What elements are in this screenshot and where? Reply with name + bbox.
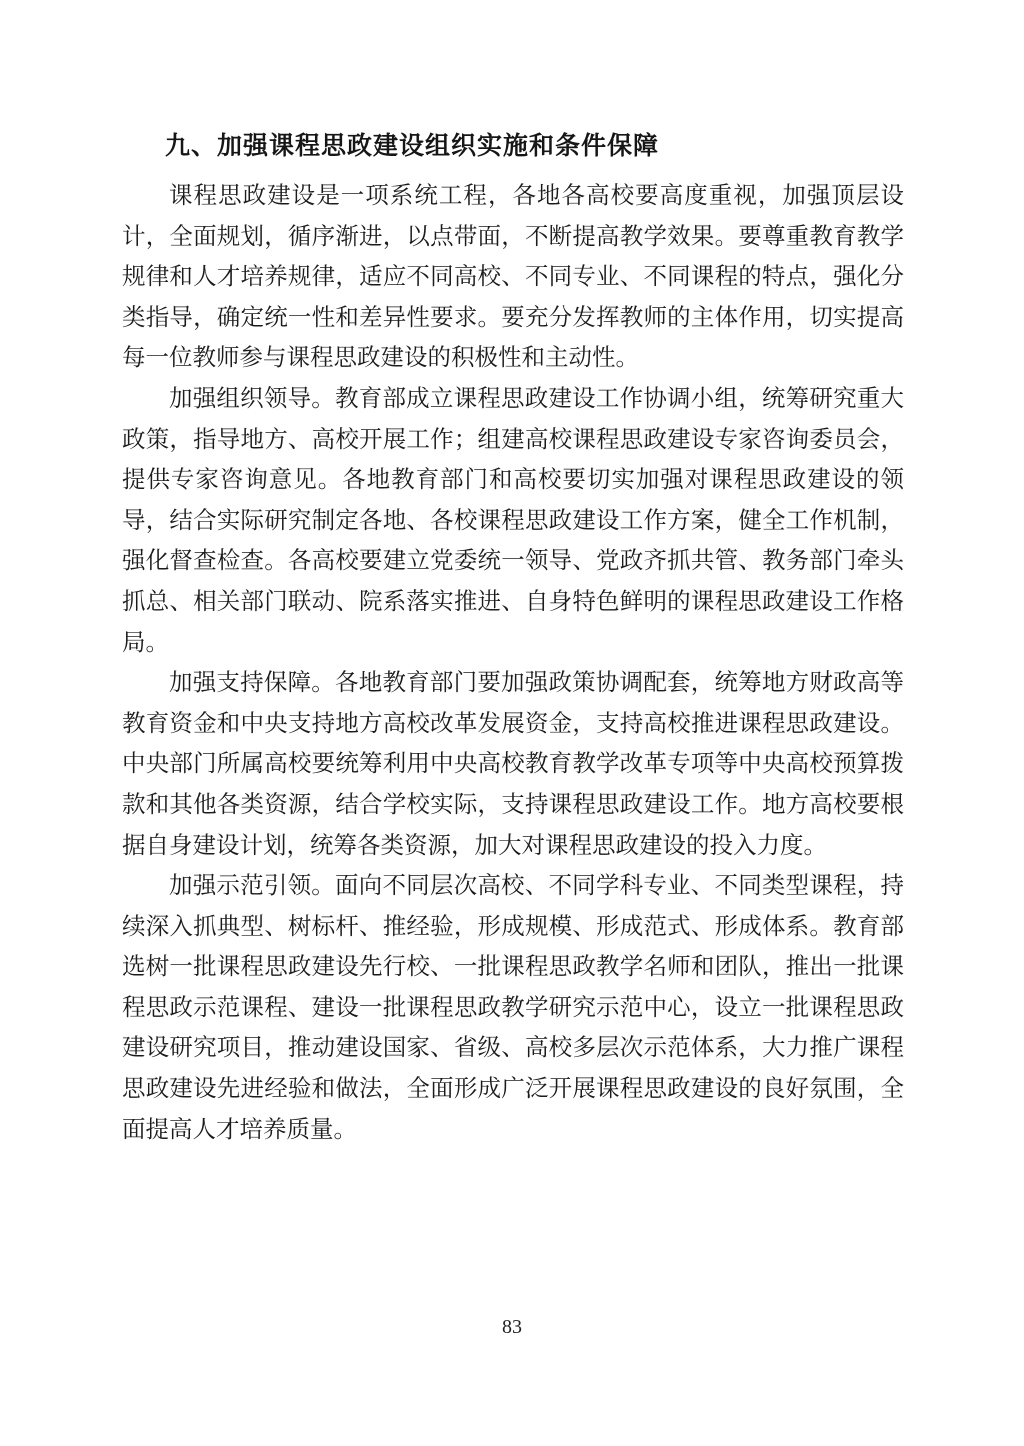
page-number: 83 <box>502 1316 522 1338</box>
paragraph-organization-leadership: 加强组织领导。教育部成立课程思政建设工作协调小组，统筹研究重大政策，指导地方、高校开展工作；组建高校课程思政建设专家咨询委员会，提供专家咨询意见。各地教育部门和高校要切实加强对课程思政建设的领导，结合实际研究制定各地、各校课程思政建设工作方案，健全工作机制，强化督查检查。各高校要建立党委统一领导、党政齐抓共管、教务部门牵头抓总、相关部门联动、院系落实推进、自身特色鲜明的课程思政建设工作格局。 <box>122 385 904 656</box>
paragraph-support-guarantee: 加强支持保障。各地教育部门要加强政策协调配套，统筹地方财政高等教育资金和中央支持地方高校改革发展资金，支持高校推进课程思政建设。中央部门所属高校要统筹利用中央高校教育教学改革专项等中央高校预算拨款和其他各类资源，结合学校实际，支持课程思政建设工作。地方高校要根据自身建设计划，统筹各类资源，加大对课程思政建设的投入力度。 <box>122 670 904 859</box>
paragraph-demonstration-leading: 加强示范引领。面向不同层次高校、不同学科专业、不同类型课程，持续深入抓典型、树标杆、推经验，形成规模、形成范式、形成体系。教育部选树一批课程思政建设先行校、一批课程思政教学名师和团队，推出一批课程思政示范课程、建设一批课程思政教学研究示范中心，设立一批课程思政建设研究项目，推动建设国家、省级、高校多层次示范体系，大力推广课程思政建设先进经验和做法，全面形成广泛开展课程思政建设的良好氛围，全面提高人才培养质量。 <box>122 873 904 1143</box>
paragraph-overview: 课程思政建设是一项系统工程，各地各高校要高度重视，加强顶层设计，全面规划，循序渐进，以点带面，不断提高教学效果。要尊重教育教学规律和人才培养规律，适应不同高校、不同专业、不同课程的特点，强化分类指导，确定统一性和差异性要求。要充分发挥教师的主体作用，切实提高每一位教师参与课程思政建设的积极性和主动性。 <box>122 183 904 372</box>
section-heading: 九、加强课程思政建设组织实施和条件保障 <box>165 133 660 160</box>
document-body <box>122 126 904 1150</box>
